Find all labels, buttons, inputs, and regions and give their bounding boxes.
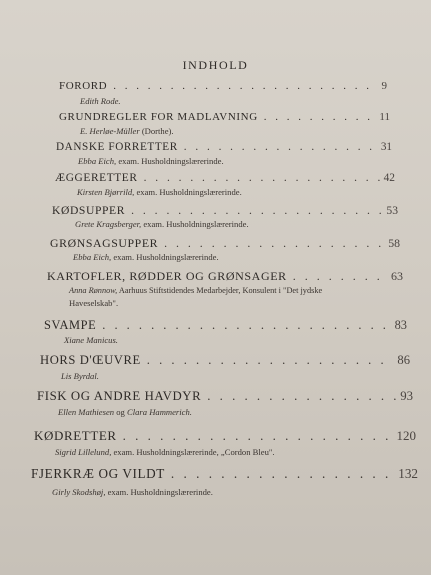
toc-page-number: 58 bbox=[388, 236, 400, 250]
toc-author: Ellen Mathiesen og Clara Hammerich. bbox=[58, 407, 192, 417]
toc-page-number: 120 bbox=[396, 428, 416, 443]
toc-page-number: 83 bbox=[394, 318, 407, 332]
toc-author: Ebba Eich, exam. Husholdningslærerinde. bbox=[73, 252, 219, 262]
toc-heading: FJERKRÆ OG VILDT bbox=[31, 466, 165, 481]
toc-page-number: 86 bbox=[397, 353, 410, 367]
toc-page-number: 11 bbox=[379, 111, 390, 123]
toc-author-continued: Haveselskab". bbox=[69, 298, 119, 308]
toc-heading: GRØNSAGSUPPER bbox=[50, 236, 159, 250]
dot-leader bbox=[144, 172, 380, 184]
toc-author: Grete Kragsberger, exam. Husholdningslærerinde. bbox=[75, 219, 249, 229]
toc-page-number: 53 bbox=[386, 204, 398, 217]
toc-page-number: 9 bbox=[381, 80, 387, 92]
toc-heading: SVAMPE bbox=[44, 318, 97, 332]
dot-leader bbox=[293, 269, 387, 284]
toc-heading: ÆGGERETTER bbox=[55, 172, 138, 184]
toc-page-number: 93 bbox=[400, 389, 413, 403]
toc-page-number: 63 bbox=[391, 269, 403, 283]
toc-heading: KØDSUPPER bbox=[52, 204, 126, 217]
toc-author: Xiane Manicus. bbox=[64, 335, 118, 345]
toc-heading: FISK OG ANDRE HAVDYR bbox=[37, 389, 202, 403]
dot-leader bbox=[184, 141, 377, 153]
toc-heading: HORS D'ŒUVRE bbox=[40, 353, 141, 367]
toc-page-number: 132 bbox=[398, 466, 418, 481]
dot-leader bbox=[264, 111, 376, 123]
toc-author: Anna Rønnow, Aarhuus Stiftstidendes Medarbejder, Konsulent i "Det jydske bbox=[69, 286, 323, 295]
toc-author: E. Herløe-Müller (Dorthe). bbox=[80, 126, 174, 136]
toc-page-number: 42 bbox=[383, 172, 395, 184]
toc-author: Ebba Eich, exam. Husholdningslærerinde. bbox=[78, 156, 224, 166]
dot-leader bbox=[123, 428, 393, 444]
dot-leader bbox=[164, 236, 384, 251]
dot-leader bbox=[102, 318, 390, 333]
toc-heading: DANSKE FORRETTER bbox=[56, 141, 178, 153]
dot-leader bbox=[131, 204, 382, 217]
dot-leader bbox=[207, 389, 396, 404]
toc-author: Kirsten Bjørrild, exam. Husholdningslærerinde. bbox=[77, 187, 242, 197]
toc-author: Lis Byrdal. bbox=[61, 371, 99, 381]
toc-heading: KØDRETTER bbox=[34, 428, 117, 443]
dot-leader bbox=[171, 466, 394, 482]
toc-heading: KARTOFLER, RØDDER OG GRØNSAGER bbox=[47, 269, 287, 283]
toc-author: Sigrid Lillelund, exam. Husholdningslærerinde, „Cordon Bleu". bbox=[55, 447, 275, 457]
toc-page-number: 31 bbox=[380, 141, 392, 153]
toc-heading: GRUNDREGLER FOR MADLAVNING bbox=[59, 111, 258, 123]
toc-author: Girly Skodshøj, exam. Husholdningslærerinde. bbox=[52, 487, 213, 497]
page-title: INDHOLD bbox=[182, 58, 249, 72]
toc-heading: FORORD bbox=[59, 80, 108, 92]
dot-leader bbox=[113, 80, 377, 92]
toc-author: Edith Rode. bbox=[80, 96, 121, 106]
dot-leader bbox=[147, 353, 394, 368]
